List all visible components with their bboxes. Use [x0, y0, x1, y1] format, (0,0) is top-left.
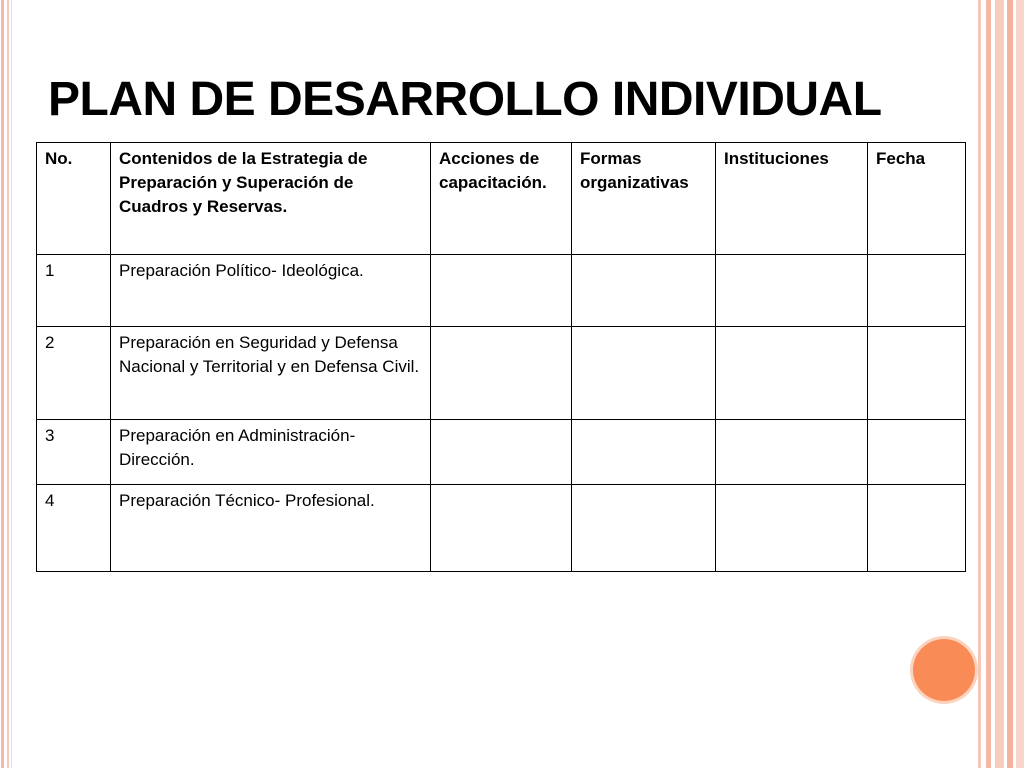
cell-no: 1 — [37, 255, 111, 327]
decorative-circle — [913, 639, 975, 701]
cell-no: 3 — [37, 420, 111, 485]
cell-instituciones[interactable] — [716, 255, 868, 327]
cell-fecha[interactable] — [868, 327, 966, 420]
cell-contenido: Preparación en Seguridad y Defensa Nacional y Territorial y en Defensa Civil. — [111, 327, 431, 420]
header-contenidos: Contenidos de la Estrategia de Preparación y Superación de Cuadros y Reservas. — [111, 143, 431, 255]
header-instituciones: Instituciones — [716, 143, 868, 255]
right-decorative-stripes — [976, 0, 1024, 768]
plan-table — [36, 142, 966, 572]
cell-formas[interactable] — [572, 255, 716, 327]
cell-no: 4 — [37, 485, 111, 572]
cell-acciones[interactable] — [431, 255, 572, 327]
header-no: No. — [37, 143, 111, 255]
cell-formas[interactable] — [572, 485, 716, 572]
table-row — [37, 255, 966, 327]
left-decorative-stripes — [0, 0, 16, 768]
cell-instituciones[interactable] — [716, 420, 868, 485]
cell-contenido: Preparación en Administración- Dirección. — [111, 420, 431, 485]
cell-fecha[interactable] — [868, 485, 966, 572]
cell-fecha[interactable] — [868, 255, 966, 327]
cell-formas[interactable] — [572, 420, 716, 485]
cell-instituciones[interactable] — [716, 327, 868, 420]
cell-acciones[interactable] — [431, 420, 572, 485]
cell-contenido: Preparación Político- Ideológica. — [111, 255, 431, 327]
table-row — [37, 327, 966, 420]
cell-acciones[interactable] — [431, 485, 572, 572]
cell-instituciones[interactable] — [716, 485, 868, 572]
cell-contenido: Preparación Técnico- Profesional. — [111, 485, 431, 572]
table-row — [37, 485, 966, 572]
table-header-row — [37, 143, 966, 255]
slide-title: PLAN DE DESARROLLO INDIVIDUAL — [48, 73, 882, 126]
header-fecha: Fecha — [868, 143, 966, 255]
cell-no: 2 — [37, 327, 111, 420]
cell-fecha[interactable] — [868, 420, 966, 485]
table-row — [37, 420, 966, 485]
cell-formas[interactable] — [572, 327, 716, 420]
header-acciones: Acciones de capacitación. — [431, 143, 572, 255]
cell-acciones[interactable] — [431, 327, 572, 420]
header-formas: Formas organizativas — [572, 143, 716, 255]
